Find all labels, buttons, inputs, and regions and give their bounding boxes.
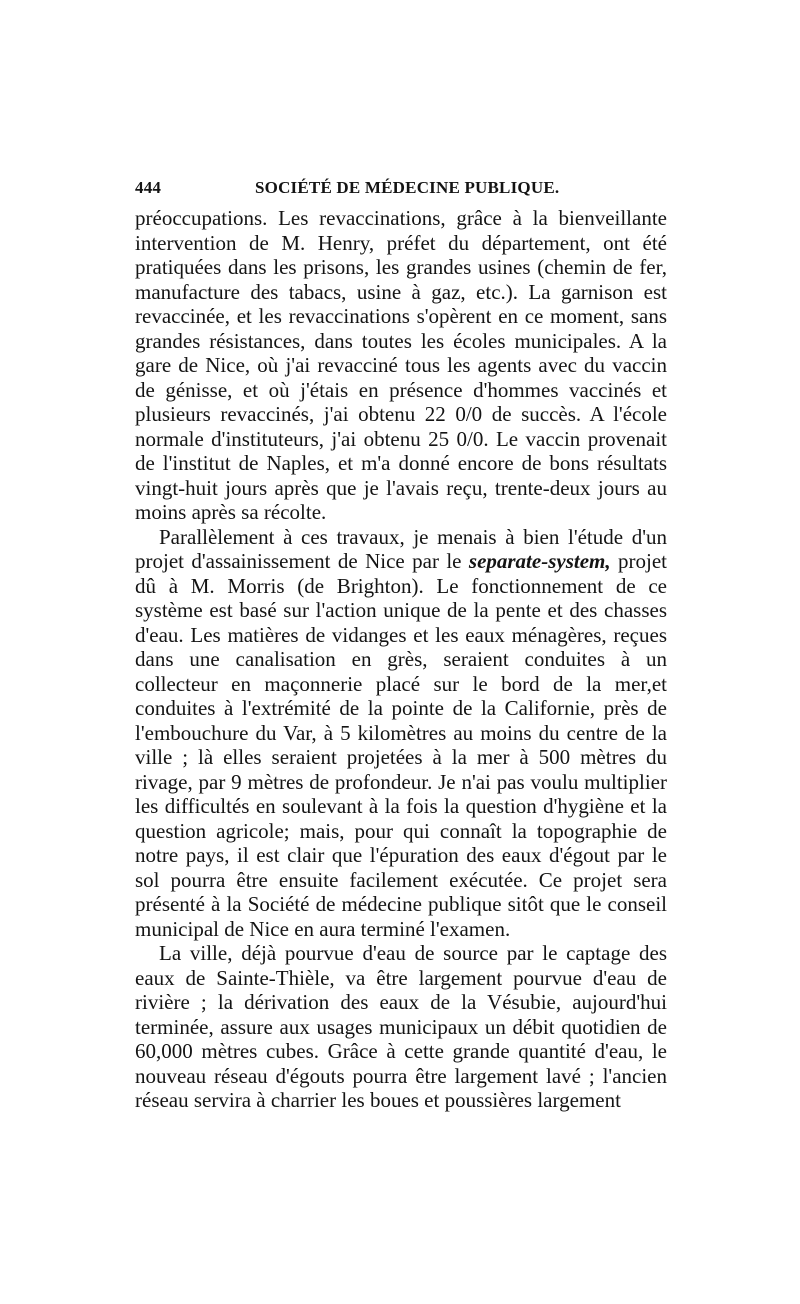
book-page [135,178,667,1113]
paragraph-2 [135,525,667,942]
paragraph-3-text: La ville, déjà pourvue d'eau de source par le captage des eaux de Sainte-Thièle, va être largement pourvue d'eau de rivière ; la dérivation des eaux de la Vésubie, aujourd'hui terminée, assure aux usages municipaux un débit quotidien de 60,000 mètres cubes. Grâce à cette grande quantité d'eau, le nouveau réseau d'égouts pourra être largement lavé ; l'ancien réseau servira à charrier les boues et poussières largement [135,941,667,1112]
paragraph-1 [135,206,667,525]
page-number: 444 [135,178,162,197]
paragraph-1-text: préoccupations. Les revaccinations, grâce à la bienveillante intervention de M. Henry, préfet du département, ont été pratiquées dans les prisons, les grandes usines (chemin de fer, manufacture des tabacs, usine à gaz, etc.). La garnison est revaccinée, et les revaccinations s'opèrent en ce moment, sans grandes résistances, dans toutes les écoles municipales. A la gare de Nice, où j'ai revacciné tous les agents avec du vaccin de génisse, et où j'étais en présence d'hommes vaccinés et plusieurs revaccinés, j'ai obtenu 22 0/0 de succès. A l'école normale d'instituteurs, j'ai obtenu 25 0/0. Le vaccin provenait de l'institut de Naples, et m'a donné encore de bons résultats vingt-huit jours après que je l'avais reçu, trente-deux jours au moins après sa récolte. [135,206,667,524]
paragraph-2-italic-term: separate-system, [468,549,611,573]
running-title: SOCIÉTÉ DE MÉDECINE PUBLIQUE. [255,178,560,197]
running-head [135,178,667,202]
paragraph-3 [135,941,667,1113]
paragraph-2-text-b: projet dû à M. Morris (de Brighton). Le fonctionnement de ce système est basé sur l'action unique de la pente et des chasses d'eau. Les matières de vidanges et les eaux ménagères, reçues dans une canalisation en grès, seraient conduites à un collecteur en maçonnerie placé sur le bord de la mer,et conduites à l'extrémité de la pointe de la Californie, près de l'embouchure du Var, à 5 kilomètres au moins du centre de la ville ; là elles seraient projetées à la mer à 500 mètres du rivage, par 9 mètres de profondeur. Je n'ai pas voulu multiplier les difficultés en soulevant à la fois la question d'hygiène et la question agricole; mais, pour qui connaît la topographie de notre pays, il est clair que l'épuration des eaux d'égout par le sol pourra être ensuite facilement exécutée. Ce projet sera présenté à la Société de médecine publique sitôt que le conseil municipal de Nice en aura terminé l'examen. [135,549,668,941]
body-text [135,206,667,1113]
paragraph-2-text-a: Parallèlement à ces travaux, je menais à bien l'étude d'un projet d'assainissement de Nice par le [135,524,667,573]
